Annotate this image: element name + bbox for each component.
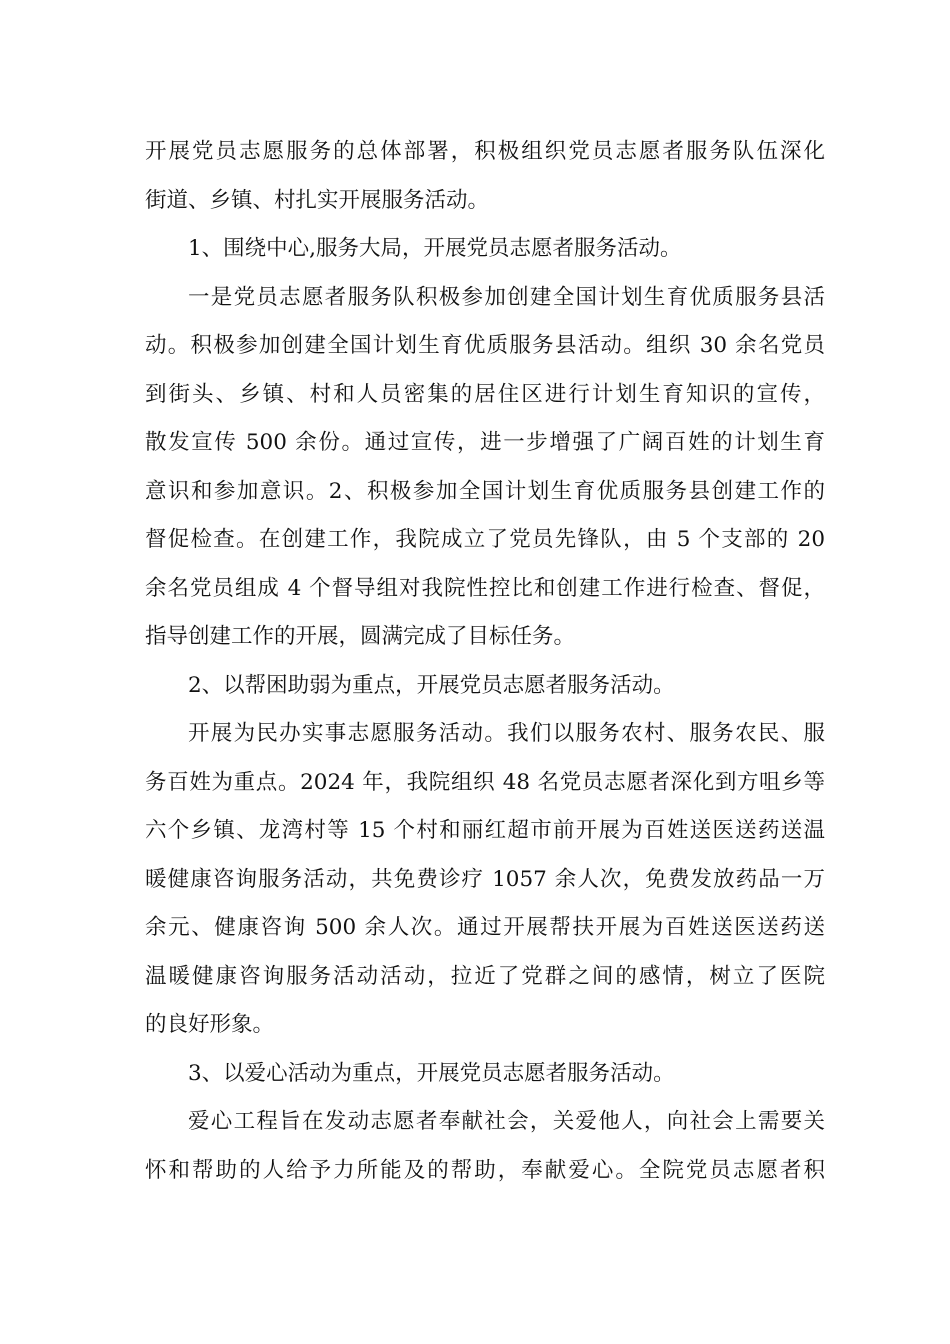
text-line: 督促检查。在创建工作，我院成立了党员先锋队，由 5 个支部的 20 bbox=[145, 527, 825, 552]
text-line: 动。积极参加创建全国计划生育优质服务县活动。组织 30 余名党员 bbox=[145, 333, 825, 358]
text-line: 一是党员志愿者服务队积极参加创建全国计划生育优质服务县活 bbox=[188, 284, 825, 310]
text-line: 温暖健康咨询服务活动活动，拉近了党群之间的感情，树立了医院 bbox=[145, 963, 825, 989]
text-line: 的良好形象。 bbox=[145, 1012, 275, 1037]
text-line: 余元、健康咨询 500 余人次。通过开展帮扶开展为百姓送医送药送 bbox=[145, 915, 825, 940]
section-heading: 3、以爱心活动为重点，开展党员志愿者服务活动。 bbox=[188, 1060, 675, 1086]
section-heading: 2、以帮困助弱为重点，开展党员志愿者服务活动。 bbox=[188, 672, 675, 698]
text-line: 怀和帮助的人给予力所能及的帮助，奉献爱心。全院党员志愿者积 bbox=[145, 1157, 825, 1183]
text-line: 到街头、乡镇、村和人员密集的居住区进行计划生育知识的宣传， bbox=[145, 381, 825, 407]
text-line: 意识和参加意识。2、积极参加全国计划生育优质服务县创建工作的 bbox=[145, 478, 825, 504]
text-line: 街道、乡镇、村扎实开展服务活动。 bbox=[145, 187, 490, 213]
text-line: 开展为民办实事志愿服务活动。我们以服务农村、服务农民、服 bbox=[188, 721, 825, 746]
text-line: 开展党员志愿服务的总体部署，积极组织党员志愿者服务队伍深化 bbox=[145, 139, 825, 164]
text-line: 散发宣传 500 余份。通过宣传，进一步增强了广阔百姓的计划生育 bbox=[145, 430, 825, 455]
text-line: 余名党员组成 4 个督导组对我院性控比和创建工作进行检查、督促， bbox=[145, 575, 825, 601]
text-line: 六个乡镇、龙湾村等 15 个村和丽红超市前开展为百姓送医送药送温 bbox=[145, 818, 825, 843]
section-heading: 1、围绕中心,服务大局，开展党员志愿者服务活动。 bbox=[188, 236, 682, 261]
document-body bbox=[145, 128, 825, 1195]
text-line: 指导创建工作的开展，圆满完成了目标任务。 bbox=[145, 624, 576, 649]
text-line: 暖健康咨询服务活动，共免费诊疗 1057 余人次，免费发放药品一万 bbox=[145, 866, 825, 892]
text-line: 爱心工程旨在发动志愿者奉献社会，关爱他人，向社会上需要关 bbox=[188, 1109, 825, 1134]
text-line: 务百姓为重点。2024 年，我院组织 48 名党员志愿者深化到方咀乡等 bbox=[145, 769, 825, 795]
